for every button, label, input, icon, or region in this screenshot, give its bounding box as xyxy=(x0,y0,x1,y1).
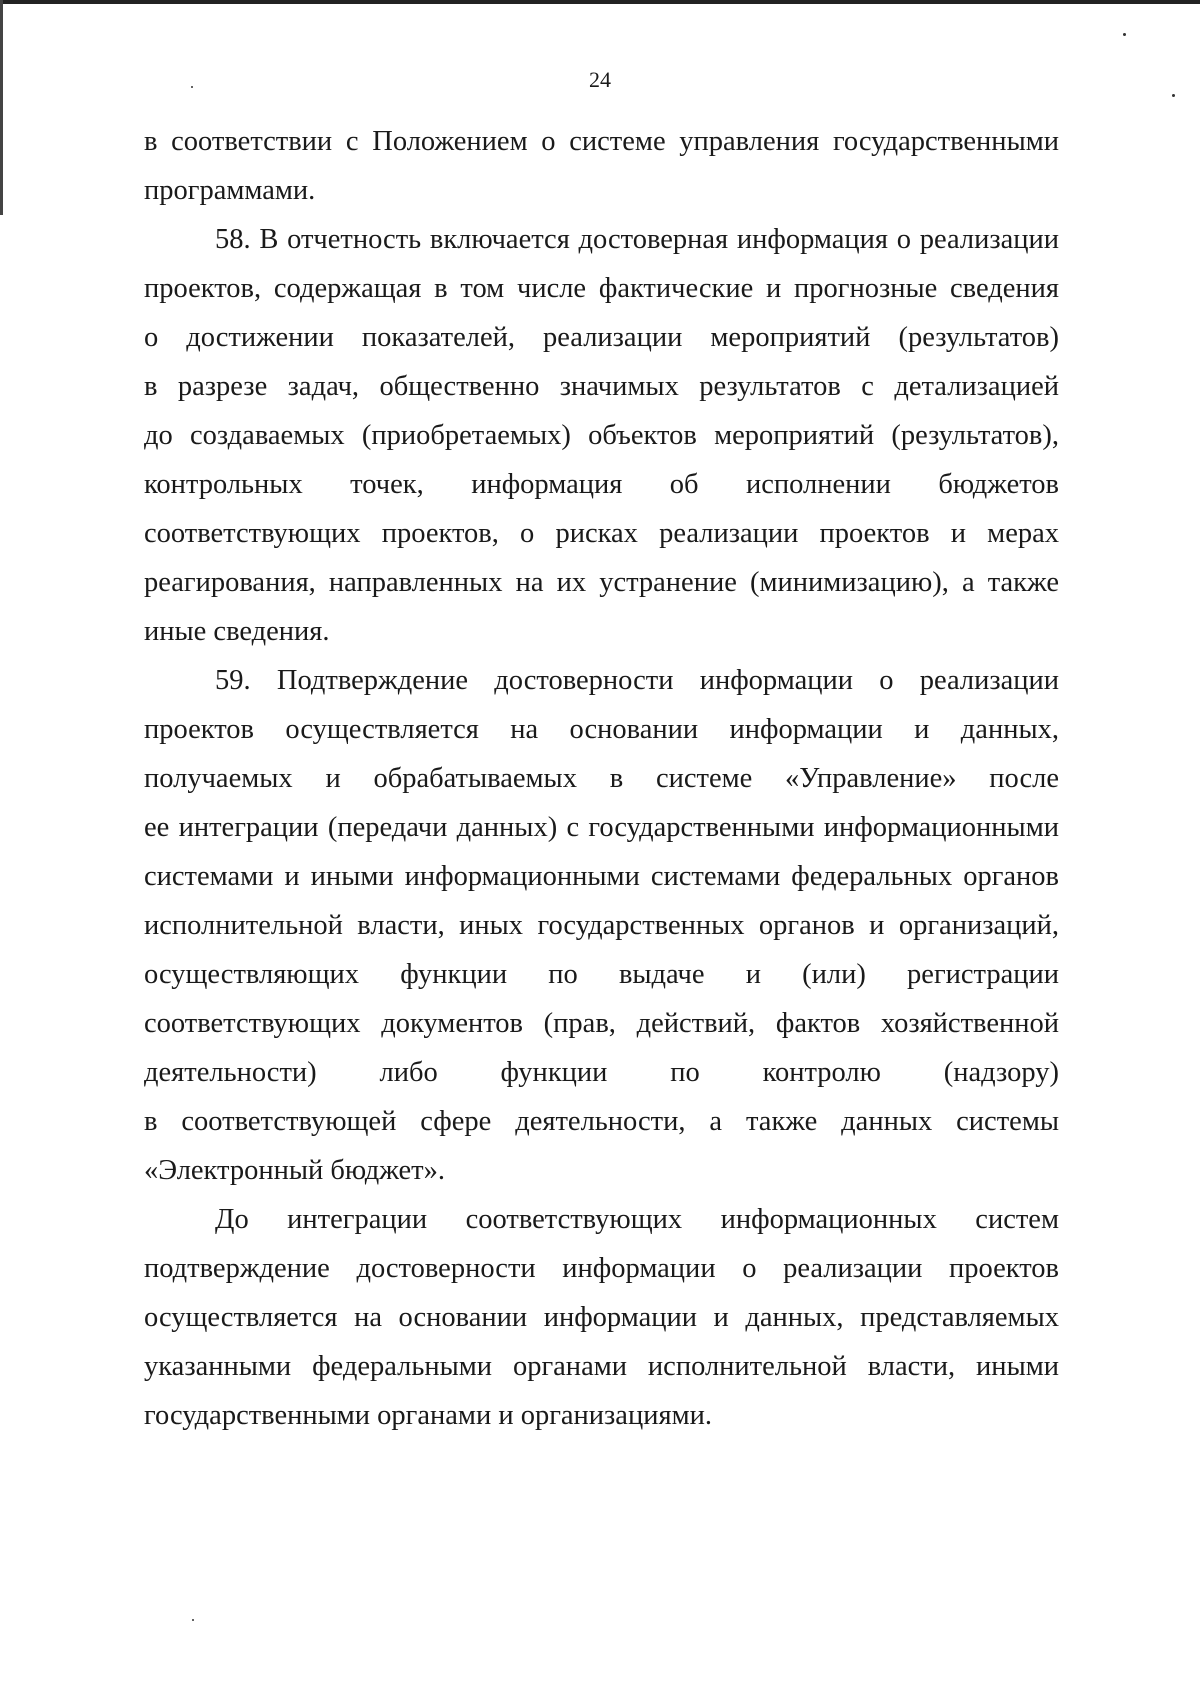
text-line: 59. Подтверждение достоверности информации о реализации xyxy=(215,665,1059,696)
paragraph-continuation xyxy=(144,117,1059,215)
page-number: 24 xyxy=(589,67,611,92)
scan-top-border xyxy=(0,0,1200,4)
text-line: деятельности) либо функции по контролю (надзору) xyxy=(144,1057,1059,1088)
text-line: осуществляется на основании информации и данных, представляемых xyxy=(144,1302,1059,1333)
scan-speck xyxy=(192,1619,194,1621)
text-line: иные сведения. xyxy=(144,616,330,647)
text-line: проектов, содержащая в том числе фактические и прогнозные сведения xyxy=(144,273,1059,304)
scan-left-border xyxy=(0,0,3,215)
text-line: указанными федеральными органами исполнительной власти, иными xyxy=(144,1351,1059,1382)
text-line: соответствующих документов (прав, действий, фактов хозяйственной xyxy=(144,1008,1059,1039)
text-line: о достижении показателей, реализации мероприятий (результатов) xyxy=(144,322,1059,353)
text-line: соответствующих проектов, о рисках реализации проектов и мерах xyxy=(144,518,1059,549)
text-line: в разрезе задач, общественно значимых результатов с детализацией xyxy=(144,371,1059,402)
text-line: системами и иными информационными системами федеральных органов xyxy=(144,861,1059,892)
text-line: исполнительной власти, иных государственных органов и организаций, xyxy=(144,910,1059,941)
paragraph-item-59 xyxy=(144,656,1059,1195)
text-line: «Электронный бюджет». xyxy=(144,1155,446,1186)
text-line: контрольных точек, информация об исполнении бюджетов xyxy=(144,469,1059,500)
paragraph-item-59-continuation xyxy=(144,1195,1059,1440)
text-line: государственными органами и организациями. xyxy=(144,1400,712,1431)
scan-speck xyxy=(1123,33,1126,36)
text-line: получаемых и обрабатываемых в системе «Управление» после xyxy=(144,763,1059,794)
paragraph-item-58 xyxy=(144,215,1059,656)
text-line: в соответствующей сфере деятельности, а также данных системы xyxy=(144,1106,1059,1137)
text-line: реагирования, направленных на их устранение (минимизацию), а также xyxy=(144,567,1059,598)
text-line: До интеграции соответствующих информационных систем xyxy=(215,1204,1059,1235)
text-line: подтверждение достоверности информации о реализации проектов xyxy=(144,1253,1059,1284)
scan-speck xyxy=(1172,94,1175,97)
text-line: программами. xyxy=(144,175,316,206)
document-body xyxy=(144,117,1059,1440)
text-line: проектов осуществляется на основании информации и данных, xyxy=(144,714,1059,745)
text-line: 58. В отчетность включается достоверная информация о реализации xyxy=(215,224,1059,255)
text-line: до создаваемых (приобретаемых) объектов мероприятий (результатов), xyxy=(144,420,1059,451)
text-line: осуществляющих функции по выдаче и (или) регистрации xyxy=(144,959,1059,990)
text-line: ее интеграции (передачи данных) с государственными информационными xyxy=(144,812,1059,843)
text-line: в соответствии с Положением о системе управления государственными xyxy=(144,126,1059,157)
